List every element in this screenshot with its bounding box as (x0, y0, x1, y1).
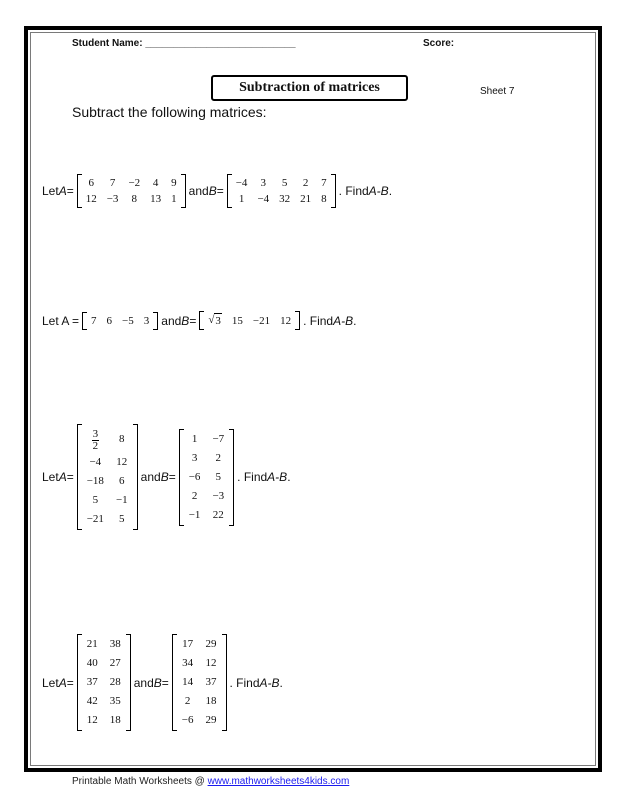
matrix-cell: −21 (252, 314, 271, 327)
matrix-cell: 34 (182, 657, 194, 669)
equals: = (66, 675, 74, 690)
matrix-cell: −2 (128, 177, 141, 189)
matrix-cell: 37 (205, 676, 217, 688)
matrix-cell: 2 (191, 489, 198, 502)
find-target: A-B (259, 675, 280, 690)
period: . (279, 675, 283, 690)
find-target: A-B (333, 313, 354, 328)
matrix-b (179, 429, 234, 526)
fraction (92, 429, 100, 452)
matrix-cell: −5 (122, 314, 134, 327)
sqrt-expression (208, 313, 222, 328)
matrix-cell: 7 (109, 177, 116, 189)
matrix-cell: 12 (280, 314, 292, 327)
matrix-cell: 8 (321, 193, 327, 205)
matrix-cell: 18 (205, 695, 217, 707)
matrix-cell: 6 (106, 314, 113, 327)
connector: and (188, 184, 209, 198)
matrix-row (86, 313, 154, 329)
matrix-row (81, 175, 182, 191)
matrix-b-name: B (153, 675, 162, 690)
matrix-cell: 5 (92, 494, 99, 506)
matrix-row (183, 430, 230, 449)
footer-text: Printable Math Worksheets @ (72, 776, 208, 787)
matrix-a (77, 424, 138, 530)
matrix-a (77, 174, 186, 208)
denominator: 2 (92, 440, 99, 452)
matrix-cell: 9 (171, 177, 177, 189)
problem-prefix: Let (42, 470, 59, 484)
period: . (353, 313, 357, 328)
matrix-row (183, 468, 230, 487)
matrix-cell: 12 (86, 714, 98, 726)
score-label: Score: (423, 38, 455, 49)
matrix-cell: −18 (86, 475, 104, 487)
matrix-cell: 5 (119, 513, 125, 525)
find-label: . Find (229, 675, 260, 690)
matrix-cell: −1 (188, 508, 201, 521)
problem-prefix: Let A = (42, 313, 80, 328)
worksheet-title (211, 75, 408, 101)
period: . (287, 470, 291, 484)
matrix-cell: −21 (86, 513, 104, 525)
matrix-row (231, 191, 332, 207)
matrix-cell: 4 (152, 177, 159, 189)
matrix-row (81, 453, 134, 472)
matrix-row (231, 175, 332, 191)
equals: = (216, 184, 224, 198)
equals: = (66, 470, 74, 484)
matrix-row (81, 673, 127, 692)
matrix-row (81, 510, 134, 529)
matrix-a-name: A (58, 470, 67, 484)
period: . (388, 184, 393, 198)
find-label: . Find (338, 184, 369, 198)
matrix-cell: −3 (106, 193, 119, 205)
matrix-cell: 8 (131, 193, 138, 205)
matrix-row (81, 191, 182, 207)
find-target: A-B (267, 470, 288, 484)
matrix-row (183, 487, 230, 506)
matrix-a (82, 312, 158, 330)
matrix-cell: 13 (150, 193, 162, 205)
footer-link[interactable]: www.mathworksheets4kids.com (207, 776, 350, 787)
connector: and (140, 470, 161, 484)
matrix-cell: −4 (257, 193, 270, 205)
matrix-row (81, 654, 127, 673)
matrix-cell: 38 (109, 638, 121, 650)
matrix-row (176, 654, 223, 673)
matrix-b (227, 174, 336, 208)
matrix-cell: 7 (321, 177, 327, 189)
problem-1 (42, 174, 392, 208)
matrix-cell: −6 (181, 714, 194, 726)
matrix-cell: 6 (88, 177, 94, 189)
matrix-cell: 14 (182, 676, 194, 688)
matrix-b-name: B (208, 184, 217, 198)
matrix-cell: 18 (109, 714, 121, 726)
connector: and (161, 313, 182, 328)
matrix-cell (203, 312, 227, 329)
matrix-cell: −1 (115, 494, 128, 506)
matrix-cell: 12 (116, 456, 128, 468)
equals: = (168, 470, 176, 484)
problem-prefix: Let (42, 184, 59, 198)
find-target: A-B (368, 184, 389, 198)
connector: and (133, 675, 154, 690)
matrix-cell: 32 (279, 193, 291, 205)
matrix-row (176, 635, 223, 654)
matrix-cell: −4 (89, 456, 102, 468)
problem-3 (42, 424, 291, 530)
problem-4 (42, 634, 283, 731)
matrix-cell: 29 (205, 638, 217, 650)
matrix-cell: 21 (300, 193, 312, 205)
matrix-b-name: B (160, 470, 169, 484)
matrix-cell: 35 (109, 695, 121, 707)
footer (72, 776, 349, 787)
find-label: . Find (237, 470, 268, 484)
matrix-a-name: A (58, 184, 67, 198)
sqrt-icon: √ (208, 314, 215, 326)
matrix-row (183, 449, 230, 468)
matrix-cell: 5 (215, 470, 222, 483)
matrix-cell: −3 (212, 489, 225, 502)
matrix-row (81, 491, 134, 510)
find-label: . Find (303, 313, 334, 328)
problem-2 (42, 311, 356, 330)
matrix-cell: 15 (231, 314, 243, 327)
matrix-cell: 42 (86, 695, 98, 707)
matrix-cell: 21 (86, 638, 98, 650)
matrix-row (81, 635, 127, 654)
matrix-cell: 28 (109, 676, 121, 688)
matrix-cell: 3 (143, 314, 150, 327)
matrix-cell: 12 (205, 657, 217, 669)
matrix-cell: 2 (302, 177, 309, 189)
problem-prefix: Let (42, 675, 59, 690)
numerator: 3 (92, 428, 99, 440)
matrix-cell: 17 (182, 638, 194, 650)
worksheet-title-text: Subtraction of matrices (239, 80, 380, 95)
matrix-cell: 6 (119, 475, 125, 487)
matrix-cell: 1 (191, 432, 198, 445)
matrix-cell: 2 (184, 695, 191, 707)
matrix-row (176, 711, 223, 730)
equals: = (66, 184, 74, 198)
matrix-b-name: B (181, 313, 190, 328)
matrix-cell: 8 (119, 432, 125, 445)
matrix-a-name: A (58, 675, 67, 690)
matrix-cell: 3 (260, 177, 267, 189)
matrix-cell: 5 (281, 177, 288, 189)
matrix-b (172, 634, 227, 731)
matrix-row (81, 692, 127, 711)
matrix-row (183, 506, 230, 525)
matrix-cell: 29 (205, 714, 217, 726)
matrix-cell: 22 (212, 508, 224, 521)
matrix-cell: 37 (86, 676, 98, 688)
matrix-cell: −4 (235, 177, 248, 189)
matrix-cell: 3 (191, 451, 198, 464)
instructions: Subtract the following matrices: (72, 104, 267, 120)
matrix-cell: 1 (171, 193, 177, 205)
matrix-row (176, 673, 223, 692)
matrix-row (176, 692, 223, 711)
matrix-cell: 27 (109, 657, 121, 669)
matrix-cell: −7 (212, 432, 225, 445)
student-name-field: Student Name: ___________________________ (72, 38, 296, 49)
sheet-number: Sheet 7 (480, 86, 515, 97)
matrix-cell: 1 (238, 193, 245, 205)
matrix-row (81, 472, 134, 491)
matrix-cell: 7 (91, 314, 97, 327)
matrix-cell: 12 (85, 193, 97, 205)
matrix-cell (81, 425, 110, 453)
matrix-cell: 40 (86, 657, 98, 669)
equals: = (161, 675, 169, 690)
matrix-a (77, 634, 131, 731)
matrix-cell: −6 (188, 470, 201, 483)
matrix-b (199, 311, 300, 330)
radicand: 3 (215, 315, 221, 327)
equals: = (189, 313, 197, 328)
matrix-row (81, 711, 127, 730)
matrix-cell: 2 (215, 451, 222, 464)
